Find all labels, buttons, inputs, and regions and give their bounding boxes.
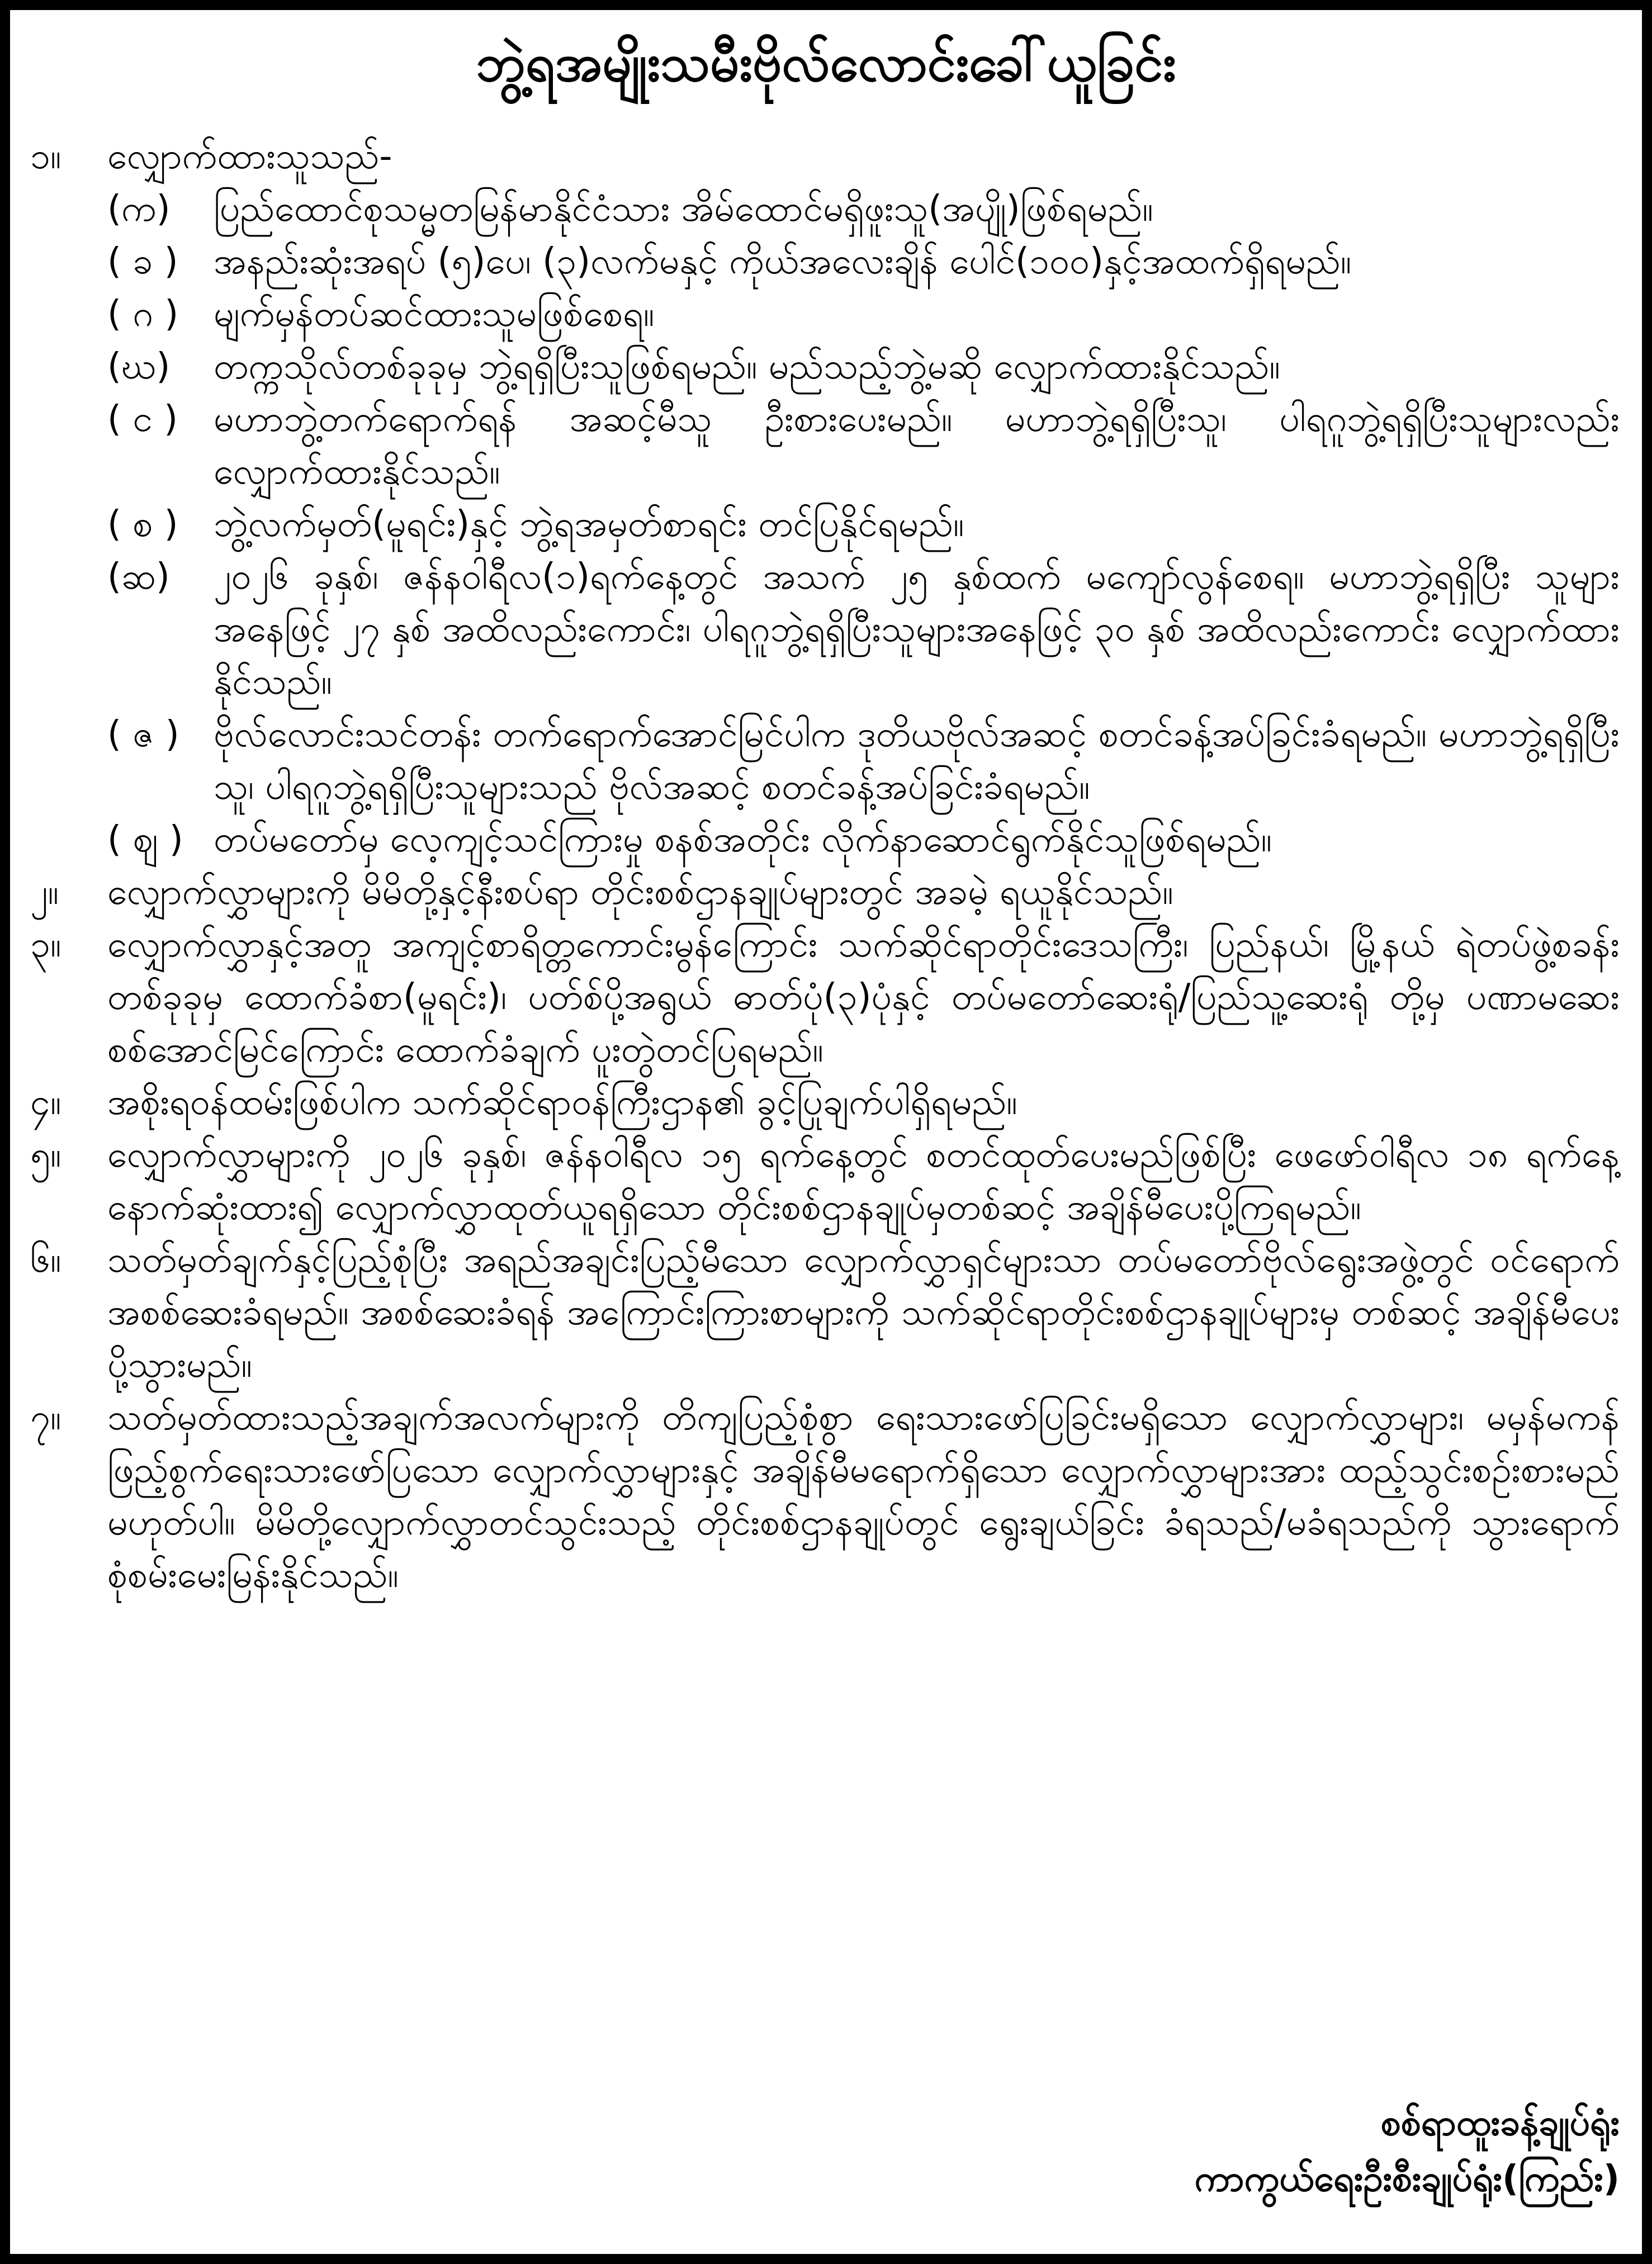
- requirement-item: [30, 708, 1620, 813]
- section-text: လျှောက်လွှာနှင့်အတူ အကျင့်စာရိတ္တကောင်းမွန်ကြောင်း သက်ဆိုင်ရာတိုင်းဒေသကြီး၊ ပြည်နယ်၊ မြို့နယ် ရဲတပ်ဖွဲ့စခန်းတစ်ခုခုမှ ထောက်ခံစာ(မူရင်း)၊ ပတ်စ်ပို့အရွယ် ဓာတ်ပုံ(၃)ပုံနှင့် တပ်မတော်ဆေးရုံ/ပြည်သူ့ဆေးရုံ တို့မှ ပဏာမဆေးစစ်အောင်မြင်ကြောင်း ထောက်ခံချက် ပူးတွဲတင်ပြရမည်။: [107, 924, 1620, 1071]
- section-6: [30, 1234, 1620, 1391]
- section-1: [30, 130, 1620, 183]
- requirement-item: [30, 498, 1620, 551]
- page-title: ဘွဲ့ရအမျိုးသမီးဗိုလ်လောင်းခေါ်ယူခြင်း: [476, 33, 1176, 93]
- announcement-body: [30, 130, 1620, 1602]
- item-text: တပ်မတော်မှ လေ့ကျင့်သင်ကြားမှု စနစ်အတိုင်း လိုက်နာဆောင်ရွက်နိုင်သူဖြစ်ရမည်။: [214, 819, 1272, 860]
- signature-office: စစ်ရာထူးခန့်ချုပ်ရုံး: [1380, 2102, 1620, 2144]
- section-text: အစိုးရဝန်ထမ်းဖြစ်ပါက သက်ဆိုင်ရာဝန်ကြီးဌာန၏ ခွင့်ပြုချက်ပါရှိရမည်။: [107, 1082, 1017, 1123]
- item-text: ဘွဲ့လက်မှတ်(မူရင်း)နှင့် ဘွဲ့ရအမှတ်စာရင်း တင်ပြနိုင်ရမည်။: [214, 504, 964, 545]
- section-number: ၃။: [30, 924, 61, 965]
- section-number: ၄။: [30, 1082, 61, 1123]
- section-text: လျှောက်ထားသူသည်-: [107, 136, 392, 177]
- signature-department: ကာကွယ်ရေးဦးစီးချုပ်ရုံး(ကြည်း): [1194, 2158, 1620, 2200]
- signature-block: [1195, 2095, 1620, 2207]
- section-5: [30, 1129, 1620, 1234]
- requirement-item: [30, 393, 1620, 498]
- section-text: သတ်မှတ်ထားသည့်အချက်အလက်များကို တိကျပြည့်စုံစွာ ရေးသားဖော်ပြခြင်းမရှိသော လျှောက်လွှာများ၊ မမှန်မကန်ဖြည့်စွက်ရေးသားဖော်ပြသော လျှောက်လွှာများနှင့် အချိန်မီမရောက်ရှိသော လျှောက်လွှာများအား ထည့်သွင်းစဉ်းစားမည်မဟုတ်ပါ။ မိမိတို့လျှောက်လွှာတင်သွင်းသည့် တိုင်းစစ်ဌာနချုပ်တွင် ရွေးချယ်ခြင်း ခံရသည်/မခံရသည်ကို သွားရောက်စုံစမ်းမေးမြန်းနိုင်သည်။: [107, 1397, 1620, 1596]
- item-label: ( ဂ ): [107, 293, 179, 335]
- section-number: ၂။: [30, 872, 59, 913]
- item-text: ၂၀၂၆ ခုနှစ်၊ ဇန်နဝါရီလ(၁)ရက်နေ့တွင် အသက် ၂၅ နှစ်ထက် မကျော်လွန်စေရ။ မဟာဘွဲ့ရရှိပြီး သူများအနေဖြင့် ၂၇ နှစ် အထိလည်းကောင်း၊ ပါရဂူဘွဲ့ရရှိပြီးသူများအနေဖြင့် ၃၀ နှစ် အထိလည်းကောင်း လျှောက်ထားနိုင်သည်။: [214, 556, 1620, 703]
- requirement-item: [30, 340, 1620, 393]
- item-label: ( စ ): [107, 504, 178, 545]
- item-text: အနည်းဆုံးအရပ် (၅)ပေ၊ (၃)လက်မနှင့် ကိုယ်အလေးချိန် ပေါင်(၁၀၀)နှင့်အထက်ရှိရမည်။: [214, 241, 1352, 282]
- item-label: ( ဈ ): [107, 819, 183, 860]
- item-text: မျက်မှန်တပ်ဆင်ထားသူမဖြစ်စေရ။: [214, 293, 655, 335]
- item-label: (ဆ): [107, 556, 170, 598]
- section-text: လျှောက်လွှာများကို မိမိတို့နှင့်နီးစပ်ရာ တိုင်းစစ်ဌာနချုပ်များတွင် အခမဲ့ ရယူနိုင်သည်။: [107, 872, 1173, 913]
- item-label: (က): [107, 188, 171, 230]
- item-text: ဗိုလ်လောင်းသင်တန်း တက်ရောက်အောင်မြင်ပါက ဒုတိယဗိုလ်အဆင့် စတင်ခန့်အပ်ခြင်းခံရမည်။ မဟာဘွဲ့ရရှိပြီးသူ၊ ပါရဂူဘွဲ့ရရှိပြီးသူများသည် ဗိုလ်အဆင့် စတင်ခန့်အပ်ခြင်းခံရမည်။: [214, 714, 1620, 808]
- section-text: သတ်မှတ်ချက်နှင့်ပြည့်စုံပြီး အရည်အချင်းပြည့်မီသော လျှောက်လွှာရှင်များသာ တပ်မတော်ဗိုလ်ရွေးအဖွဲ့တွင် ဝင်ရောက်အစစ်ဆေးခံရမည်။ အစစ်ဆေးခံရန် အကြောင်းကြားစာများကို သက်ဆိုင်ရာတိုင်းစစ်ဌာနချုပ်များမှ တစ်ဆင့် အချိန်မီပေးပို့သွားမည်။: [107, 1239, 1620, 1386]
- item-label: ( င ): [107, 399, 178, 440]
- section-7: [30, 1391, 1620, 1602]
- item-text: မဟာဘွဲ့တက်ရောက်ရန် အဆင့်မီသူ ဦးစားပေးမည်။ မဟာဘွဲ့ရရှိပြီးသူ၊ ပါရဂူဘွဲ့ရရှိပြီးသူများလည်း လျှောက်ထားနိုင်သည်။: [214, 399, 1620, 492]
- item-label: ( ခ ): [107, 241, 178, 282]
- requirement-item: [30, 551, 1620, 708]
- requirement-item: [30, 813, 1620, 866]
- requirement-item: [30, 183, 1620, 235]
- requirement-item: [30, 288, 1620, 340]
- section-4: [30, 1076, 1620, 1129]
- section-number: ၁။: [30, 136, 61, 177]
- section-number: ၅။: [30, 1134, 61, 1176]
- item-text: တက္ကသိုလ်တစ်ခုခုမှ ဘွဲ့ရရှိပြီးသူဖြစ်ရမည်။ မည်သည့်ဘွဲ့မဆို လျှောက်ထားနိုင်သည်။: [214, 346, 1280, 387]
- section-number: ၇။: [30, 1397, 61, 1438]
- section-number: ၆။: [30, 1239, 61, 1281]
- item-text: ပြည်ထောင်စုသမ္မတမြန်မာနိုင်ငံသား အိမ်ထောင်မရှိဖူးသူ(အပျို)ဖြစ်ရမည်။: [214, 188, 1153, 230]
- item-label: ( ဇ ): [107, 714, 179, 755]
- section-3: [30, 918, 1620, 1076]
- requirement-item: [30, 235, 1620, 288]
- section-text: လျှောက်လွှာများကို ၂၀၂၆ ခုနှစ်၊ ဇန်နဝါရီလ ၁၅ ရက်နေ့တွင် စတင်ထုတ်ပေးမည်ဖြစ်ပြီး ဖေဖော်ဝါရီလ ၁၈ ရက်နေ့နောက်ဆုံးထား၍ လျှောက်လွှာထုတ်ယူရရှိသော တိုင်းစစ်ဌာနချုပ်မှတစ်ဆင့် အချိန်မီပေးပို့ကြရမည်။: [107, 1134, 1620, 1228]
- item-label: (ဃ): [107, 346, 171, 387]
- section-2: [30, 866, 1620, 918]
